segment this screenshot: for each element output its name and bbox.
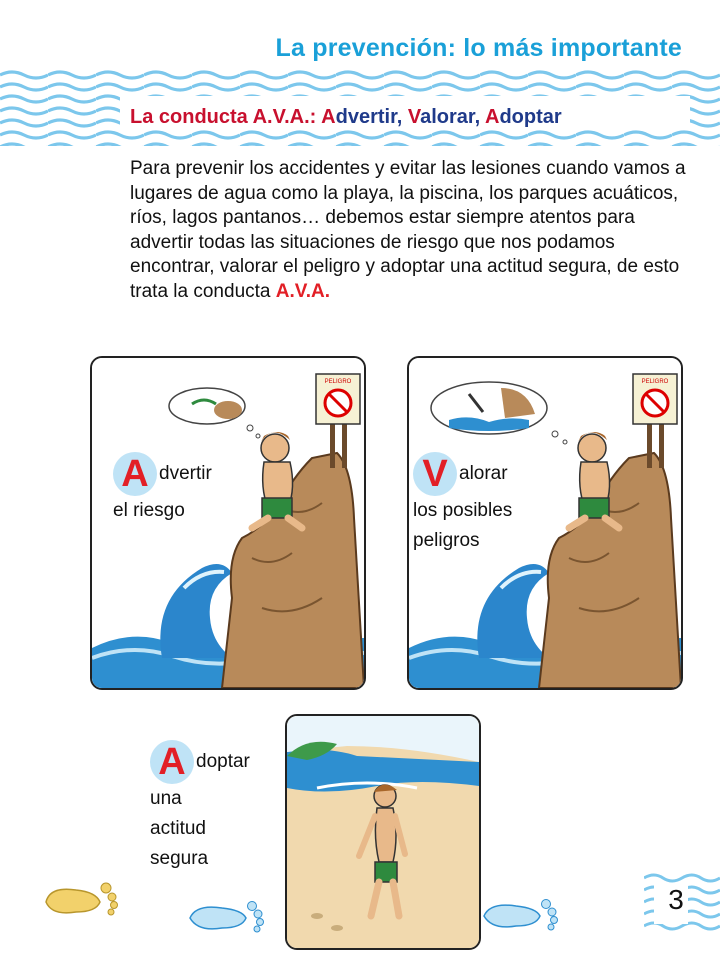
big-letter-a: A bbox=[150, 740, 194, 784]
subtitle-letter-v: V bbox=[407, 106, 421, 128]
subtitle-letter-a1: A bbox=[321, 106, 336, 128]
illustration-adoptar bbox=[285, 714, 481, 950]
footprint-yellow-icon bbox=[40, 872, 124, 922]
caption-valorar bbox=[413, 452, 512, 556]
footprint-blue-icon bbox=[480, 894, 564, 938]
caption-line: segura bbox=[150, 848, 209, 869]
page-number: 3 bbox=[668, 884, 684, 915]
caption-line: el riesgo bbox=[113, 500, 185, 521]
subtitle-word-advertir: dvertir, bbox=[335, 106, 408, 128]
caption-line: una bbox=[150, 788, 182, 809]
sign-text: PELIGRO bbox=[324, 379, 352, 385]
caption-advertir bbox=[113, 452, 212, 526]
subtitle-word-valorar: alorar, bbox=[420, 106, 485, 128]
big-letter-v: V bbox=[413, 452, 457, 496]
intro-text: Para prevenir los accidentes y evitar las lesiones cuando vamos a lugares de agua como la playa, la piscina, los parques acuáticos, ríos, lagos pantanos… debemos estar siempre atentos para advertir todas las situaciones de riesgo que nos podamos encontrar, valorar el peligro y adoptar una actitud segura, de esto trata la conducta bbox=[130, 158, 686, 302]
caption-first-line: alorar bbox=[459, 463, 508, 484]
sign-text: PELIGRO bbox=[641, 379, 669, 385]
page-title: La prevención: lo más importante bbox=[275, 34, 682, 62]
subtitle-letter-a2: A bbox=[484, 106, 500, 128]
caption-first-line: doptar bbox=[196, 751, 250, 772]
intro-highlight: A.V.A. bbox=[275, 280, 330, 302]
intro-paragraph bbox=[130, 157, 700, 304]
caption-line: peligros bbox=[413, 530, 480, 551]
caption-adoptar bbox=[150, 740, 250, 874]
subtitle-prefix: La conducta A.V.A.: bbox=[130, 106, 322, 128]
caption-line: actitud bbox=[150, 818, 206, 839]
caption-first-line: dvertir bbox=[159, 463, 212, 484]
caption-line: los posibles bbox=[413, 500, 513, 521]
subtitle-word-adoptar: doptar bbox=[499, 106, 562, 128]
big-letter-a: A bbox=[113, 452, 157, 496]
section-subtitle bbox=[130, 106, 562, 129]
footprint-blue-icon bbox=[186, 896, 270, 940]
boy-walking-beach-illustration bbox=[287, 716, 479, 948]
